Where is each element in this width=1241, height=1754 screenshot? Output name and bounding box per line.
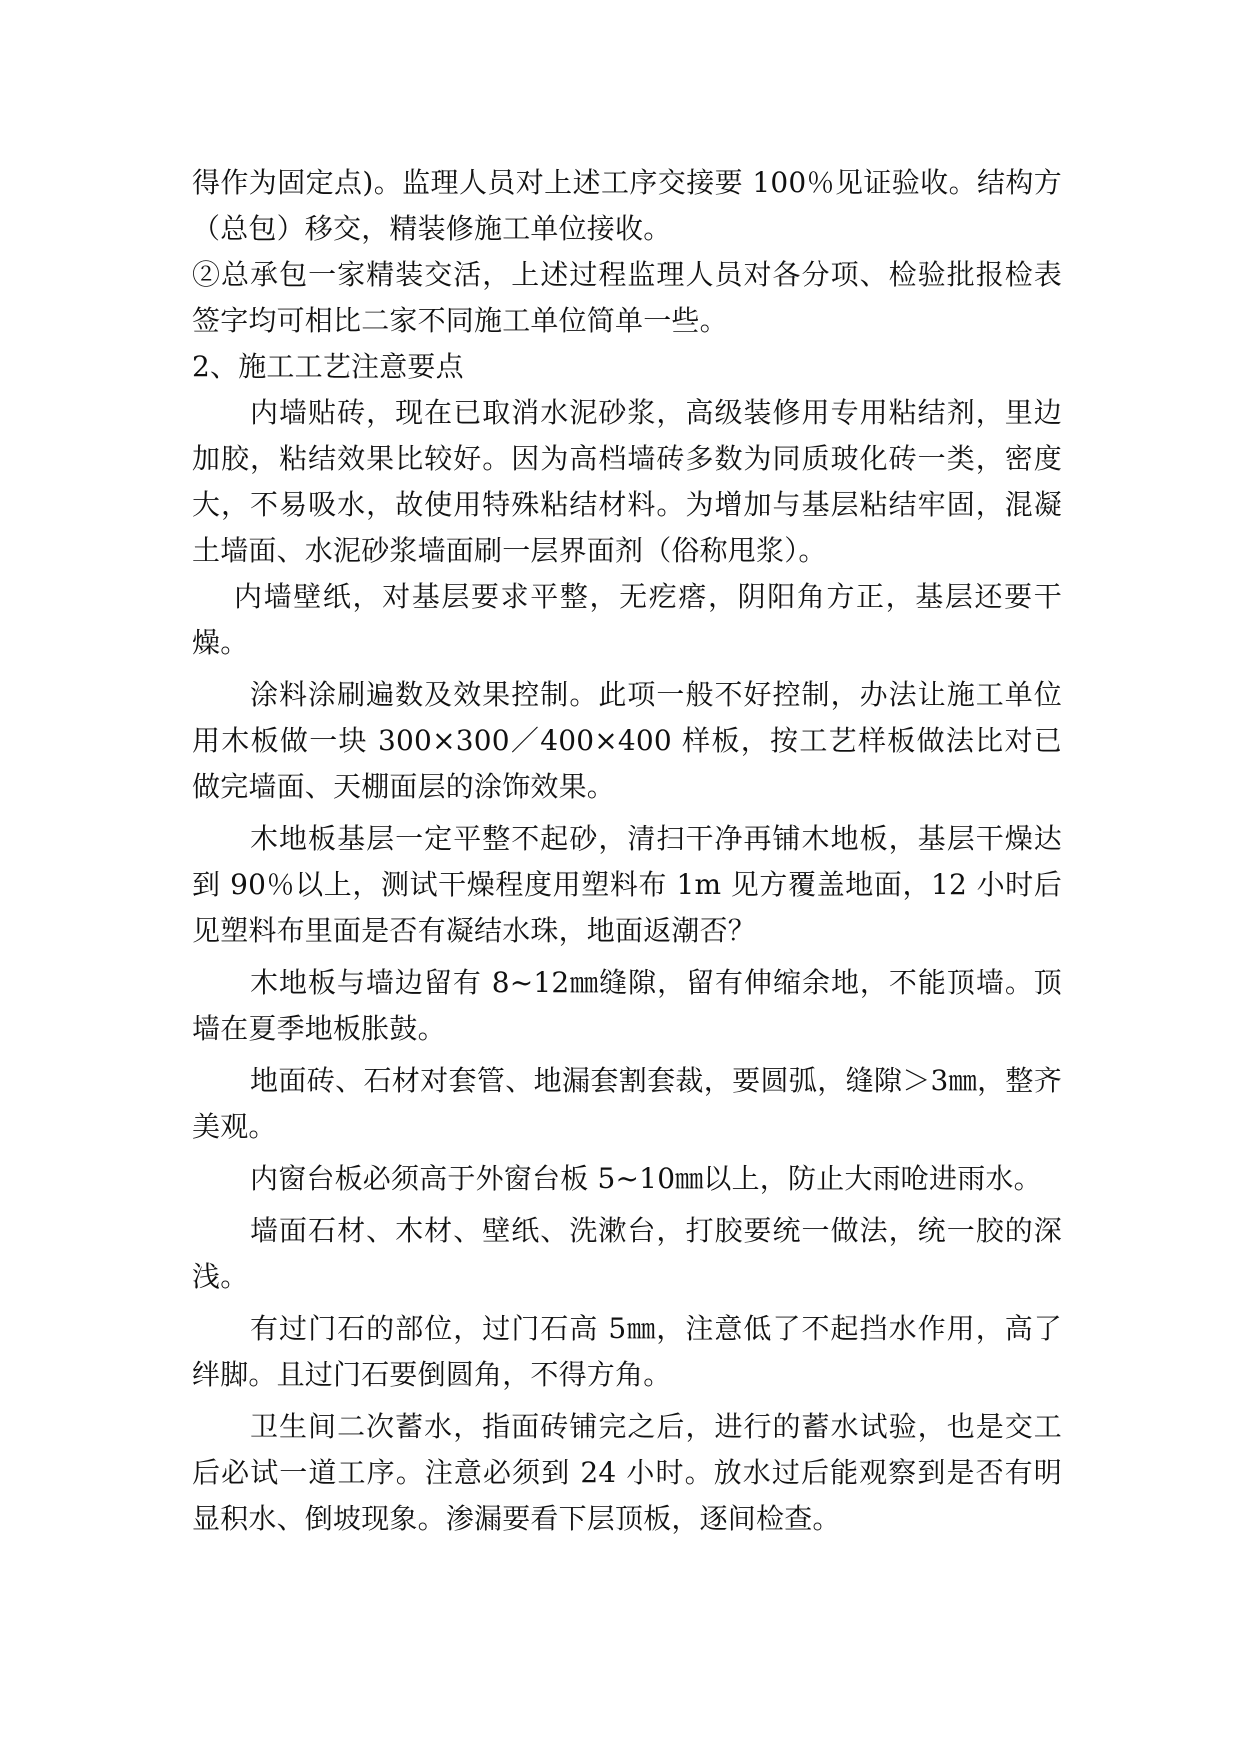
paragraph-wood-floor-base: 木地板基层一定平整不起砂，清扫干净再铺木地板，基层干燥达到 90％以上，测试干燥程度用塑料布 1m 见方覆盖地面，12 小时后见塑料布里面是否有凝结水珠，地面返潮否？ [192, 822, 1062, 947]
paragraph-window-sill: 内窗台板必须高于外窗台板 5~10㎜以上，防止大雨呛进雨水。 [250, 1162, 1042, 1195]
paragraph-floor-tiles: 地面砖、石材对套管、地漏套割套裁，要圆弧，缝隙＞3㎜，整齐美观。 [192, 1064, 1062, 1143]
paragraph-bathroom-water-test: 卫生间二次蓄水，指面砖铺完之后，进行的蓄水试验，也是交工后必试一道工序。注意必须到 24 小时。放水过后能观察到是否有明显积水、倒坡现象。渗漏要看下层顶板，逐间检查。 [192, 1410, 1062, 1535]
paragraph-threshold-stone: 有过门石的部位，过门石高 5㎜，注意低了不起挡水作用，高了绊脚。且过门石要倒圆角，不得方角。 [192, 1312, 1062, 1391]
section-heading-construction-points: 2、施工工艺注意要点 [192, 350, 464, 383]
paragraph-sealant: 墙面石材、木材、壁纸、洗漱台，打胶要统一做法，统一胶的深浅。 [192, 1214, 1062, 1293]
paragraph-general-contractor: ②总承包一家精装交活，上述过程监理人员对各分项、检验批报检表签字均可相比二家不同施工单位简单一些。 [192, 258, 1062, 337]
paragraph-wood-floor-gap: 木地板与墙边留有 8~12㎜缝隙，留有伸缩余地，不能顶墙。顶墙在夏季地板胀鼓。 [192, 966, 1062, 1045]
paragraph-wall-tiles: 内墙贴砖，现在已取消水泥砂浆，高级装修用专用粘结剂，里边加胶，粘结效果比较好。因为高档墙砖多数为同质玻化砖一类，密度大，不易吸水，故使用特殊粘结材料。为增加与基层粘结牢固，混凝土墙面、水泥砂浆墙面刷一层界面剂（俗称甩浆）。 [192, 396, 1062, 567]
paragraph-wallpaper: 内墙壁纸，对基层要求平整，无疙瘩，阴阳角方正，基层还要干燥。 [192, 580, 1062, 659]
paragraph-paint-coating: 涂料涂刷遍数及效果控制。此项一般不好控制，办法让施工单位用木板做一块 300×300／400×400 样板，按工艺样板做法比对已做完墙面、天棚面层的涂饰效果。 [192, 678, 1062, 803]
paragraph-acceptance: 得作为固定点)。监理人员对上述工序交接要 100％见证验收。结构方（总包）移交，精装修施工单位接收。 [192, 166, 1062, 245]
document-body [192, 160, 1062, 1542]
